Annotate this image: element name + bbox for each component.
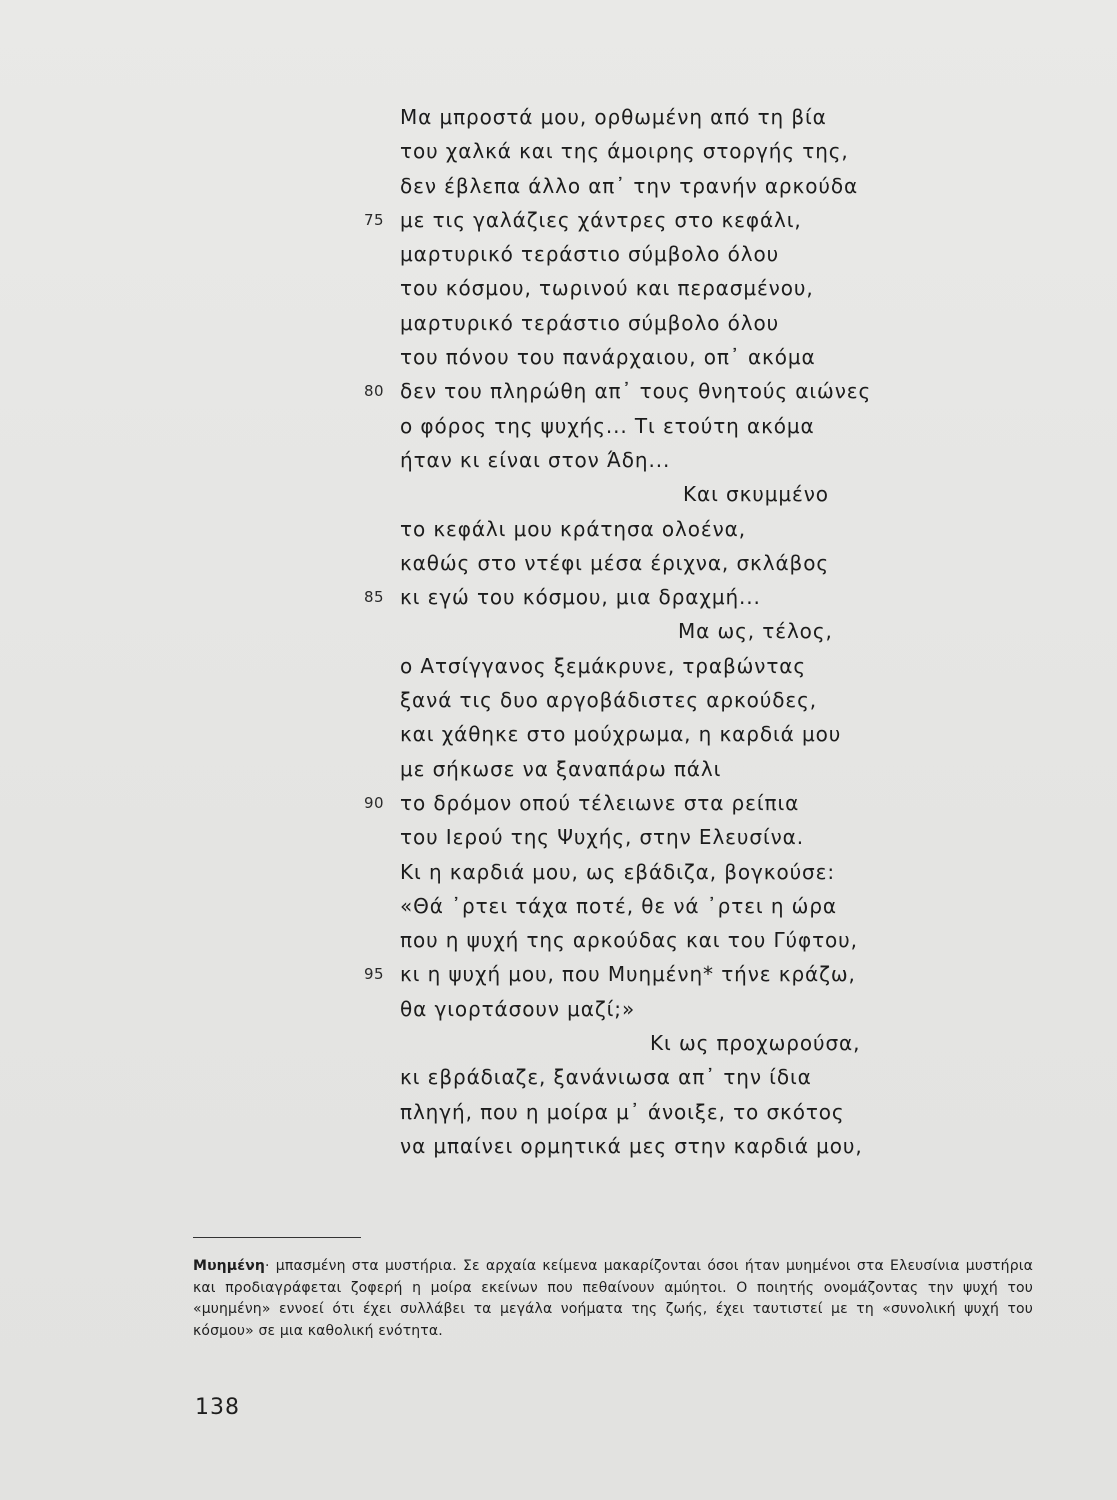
poem-line [400, 477, 960, 511]
poem-line [364, 786, 960, 820]
poem-line-text: με τις γαλάζιες χάντρες στο κεφάλι, [400, 207, 802, 232]
poem-line-text: Και σκυμμένο [683, 482, 829, 507]
line-number: 85 [364, 588, 385, 607]
poem-line [400, 889, 960, 923]
poem-line [400, 409, 960, 443]
poem-line-text: ο Ατσίγγανος ξεμάκρυνε, τραβώντας [400, 653, 807, 678]
poem-line [364, 957, 960, 991]
poem-line-text: Κι η καρδιά μου, ως εβάδιζα, βογκούσε: [400, 859, 835, 884]
poem-line [400, 306, 960, 340]
poem-line [364, 203, 960, 237]
poem-line-text: που η ψυχή της αρκούδας και του Γύφτου, [400, 928, 858, 953]
poem-line [400, 1095, 960, 1129]
line-number: 75 [364, 210, 385, 229]
poem-line [400, 546, 960, 580]
line-number: 80 [364, 382, 385, 401]
poem-line [400, 1129, 960, 1163]
poem-line [400, 923, 960, 957]
poem-line-text: πληγή, που η μοίρα μ᾽ άνοιξε, το σκότος [400, 1099, 845, 1124]
footnote-text: · μπασμένη στα μυστήρια. Σε αρχαία κείμενα μακαρίζονται όσοι ήταν μυημένοι στα Ελευσίνια μυστήρια και προδιαγράφεται ζοφερή η μοίρα εκείνων που πεθαίνουν αμύητοι. Ο ποιητής ονομάζοντας την ψυχή του «μυημένη» εννοεί ότι έχει συλλάβει τα μεγάλα νοήματα της ζωής, έχει ταυτιστεί με τη «συνολική ψυχή του κόσμου» σε μια καθολική ενότητα. [193, 1258, 1033, 1339]
poem-line-text: ο φόρος της ψυχής... Τι ετούτη ακόμα [400, 413, 815, 438]
poem-line-text: κι η ψυχή μου, που Μυημένη* τήνε κράζω, [400, 962, 856, 987]
poem-line-text: να μπαίνει ορμητικά μες στην καρδιά μου, [400, 1133, 863, 1158]
poem-line [400, 100, 960, 134]
poem-line-text: του Ιερού της Ψυχής, στην Ελευσίνα. [400, 825, 805, 850]
poem-line-text: μαρτυρικό τεράστιο σύμβολο όλου [400, 242, 780, 267]
poem-line-text: ήταν κι είναι στον Άδη... [400, 447, 671, 472]
poem-line-text: το δρόμον οπού τέλειωνε στα ρείπια [400, 790, 800, 815]
poem-line [400, 752, 960, 786]
poem-line [400, 992, 960, 1026]
poem-line-text: του χαλκά και της άμοιρης στοργής της, [400, 139, 849, 164]
poem-line [400, 443, 960, 477]
poem-line [400, 683, 960, 717]
poem-line-text: δεν του πληρώθη απ᾽ τους θνητούς αιώνες [400, 379, 872, 404]
poem-line [400, 820, 960, 854]
poem-line-text: μαρτυρικό τεράστιο σύμβολο όλου [400, 310, 780, 335]
poem-line [400, 340, 960, 374]
poem-line-text: και χάθηκε στο μούχρωμα, η καρδιά μου [400, 722, 842, 747]
poem-line [400, 855, 960, 889]
line-number: 95 [364, 965, 385, 984]
poem-line-text: κι εβράδιαζε, ξανάνιωσα απ᾽ την ίδια [400, 1065, 812, 1090]
footnote-divider [193, 1237, 361, 1238]
poem-line-text: «Θά ᾽ρτει τάχα ποτέ, θε νά ᾽ρτει η ώρα [400, 893, 838, 918]
poem-line-text: θα γιορτάσουν μαζί;» [400, 996, 636, 1021]
poem-line [400, 649, 960, 683]
footnote-term: Μυημένη [193, 1258, 266, 1274]
poem-line [400, 169, 960, 203]
poem-line [400, 614, 960, 648]
line-number: 90 [364, 793, 385, 812]
poem-line-text: καθώς στο ντέφι μέσα έριχνα, σκλάβος [400, 550, 829, 575]
poem-line [400, 1026, 960, 1060]
poem-line-text: κι εγώ του κόσμου, μια δραχμή... [400, 585, 761, 610]
poem-line [364, 374, 960, 408]
poem-line-text: το κεφάλι μου κράτησα ολοένα, [400, 516, 746, 541]
poem-line [400, 271, 960, 305]
poem-line-text: ξανά τις δυο αργοβάδιστες αρκούδες, [400, 688, 817, 713]
poem-line-text: με σήκωσε να ξαναπάρω πάλι [400, 756, 722, 781]
poem-line-text: Μα μπροστά μου, ορθωμένη από τη βία [400, 105, 827, 129]
poem-line [400, 134, 960, 168]
poem-line-text: δεν έβλεπα άλλο απ᾽ την τρανήν αρκούδα [400, 173, 859, 198]
page-number: 138 [195, 1395, 240, 1420]
poem-line [400, 237, 960, 271]
poem-line-text: Μα ως, τέλος, [678, 619, 833, 644]
poem-line [400, 1060, 960, 1094]
poem-line-text: του κόσμου, τωρινού και περασμένου, [400, 276, 814, 301]
poem-line [400, 717, 960, 751]
poem-line-text: του πόνου του πανάρχαιου, οπ᾽ ακόμα [400, 345, 816, 370]
poem-text [364, 100, 960, 1163]
poem-line [400, 512, 960, 546]
footnote [193, 1256, 1033, 1342]
poem-line-text: Κι ως προχωρούσα, [650, 1031, 861, 1056]
poem-line [364, 580, 960, 614]
